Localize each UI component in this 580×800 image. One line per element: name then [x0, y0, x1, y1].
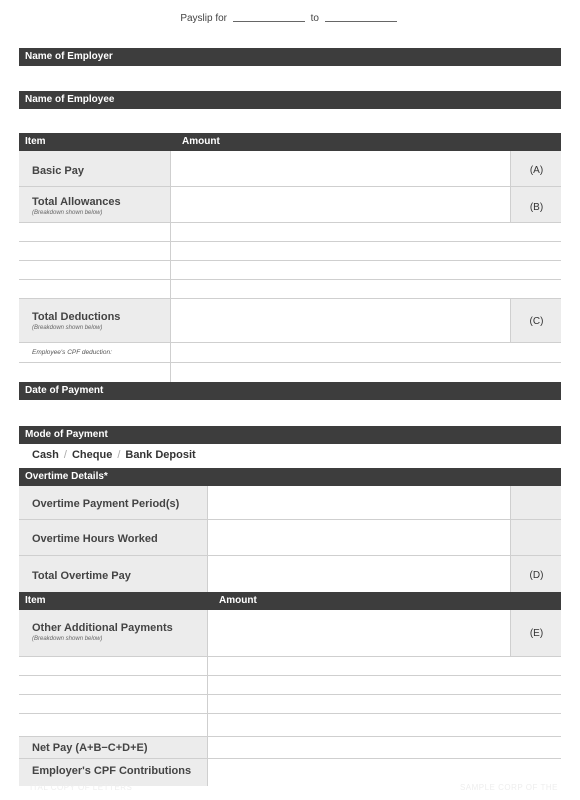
date-of-payment-field[interactable]: [19, 400, 561, 426]
deductions-row: [19, 299, 561, 343]
date-of-payment-header: Date of Payment: [19, 382, 561, 400]
additional-payments-table: [19, 610, 561, 786]
allowances-label: Total Allowances: [32, 196, 121, 208]
basic-pay-row: [19, 151, 561, 187]
allowances-sub: (Breakdown shown below): [32, 210, 103, 216]
employee-field[interactable]: [19, 109, 561, 133]
allowance-breakdown-row[interactable]: [19, 261, 561, 280]
amount-column-header: Amount: [182, 136, 220, 147]
code-d: (D): [529, 570, 544, 581]
overtime-total-row: [19, 556, 561, 592]
employer-cpf-field[interactable]: [208, 759, 561, 786]
other-breakdown-row[interactable]: [19, 657, 561, 676]
item-column-header: Item: [25, 136, 46, 147]
payment-mode-options: Cash / Cheque / Bank Deposit: [32, 449, 196, 461]
allowances-row: [19, 187, 561, 223]
employee-header: Name of Employee: [19, 91, 561, 109]
mode-of-payment-header: Mode of Payment: [19, 426, 561, 444]
net-pay-field[interactable]: [208, 737, 561, 758]
mode-cheque[interactable]: Cheque: [71, 449, 113, 461]
allowances-amount[interactable]: [171, 187, 510, 222]
other-breakdown-row[interactable]: [19, 695, 561, 714]
net-pay-label: Net Pay (A+B−C+D+E): [32, 742, 148, 754]
other-payments-sub: (Breakdown shown below): [32, 636, 103, 642]
payslip-title: Payslip for to: [0, 13, 580, 24]
watermark-left: ITAL COPY OF LETTERS: [30, 783, 133, 792]
amount-column-header-2: Amount: [219, 595, 257, 606]
watermark-right: SAMPLE CORP OF THE: [459, 783, 558, 792]
net-pay-row: [19, 737, 561, 759]
allowance-breakdown-row[interactable]: [19, 280, 561, 299]
overtime-period-field[interactable]: [208, 486, 510, 519]
mode-cash[interactable]: Cash: [32, 449, 59, 461]
code-b: (B): [529, 202, 544, 213]
employer-header: Name of Employer: [19, 48, 561, 66]
cpf-deduction-row[interactable]: [19, 343, 561, 363]
allowance-breakdown-row[interactable]: [19, 223, 561, 242]
overtime-hours-row: [19, 520, 561, 556]
item-amount-header-2: [19, 592, 561, 610]
overtime-period-label: Overtime Payment Period(s): [32, 498, 180, 510]
overtime-hours-label: Overtime Hours Worked: [32, 533, 158, 545]
overtime-total-label: Total Overtime Pay: [32, 570, 131, 582]
deductions-label: Total Deductions: [32, 311, 121, 323]
other-breakdown-row[interactable]: [19, 714, 561, 737]
allowance-breakdown-row[interactable]: [19, 242, 561, 261]
other-payments-row: [19, 610, 561, 657]
period-end-blank[interactable]: [325, 13, 397, 22]
deductions-amount[interactable]: [171, 299, 510, 342]
deduction-breakdown-row[interactable]: [19, 363, 561, 382]
employer-cpf-row: [19, 759, 561, 786]
code-e: (E): [529, 628, 544, 639]
item-column-header-2: Item: [25, 595, 46, 606]
basic-pay-label: Basic Pay: [32, 165, 84, 177]
deductions-sub: (Breakdown shown below): [32, 325, 103, 331]
basic-pay-amount[interactable]: [171, 151, 510, 186]
overtime-hours-field[interactable]: [208, 520, 510, 555]
employer-field[interactable]: [19, 66, 561, 90]
overtime-total-field[interactable]: [208, 556, 510, 592]
other-breakdown-row[interactable]: [19, 676, 561, 695]
code-c: (C): [529, 316, 544, 327]
earnings-table: [19, 151, 561, 382]
overtime-table: [19, 486, 561, 592]
cpf-deduction-label: Employee's CPF deduction:: [32, 349, 112, 356]
item-amount-header: [19, 133, 561, 151]
employer-cpf-label: Employer's CPF Contributions: [32, 765, 192, 777]
overtime-period-row: [19, 486, 561, 520]
code-a: (A): [529, 165, 544, 176]
period-start-blank[interactable]: [233, 13, 305, 22]
overtime-header: Overtime Details*: [19, 468, 561, 486]
other-payments-label: Other Additional Payments: [32, 622, 173, 634]
other-payments-amount[interactable]: [208, 610, 510, 656]
mode-bank-deposit[interactable]: Bank Deposit: [125, 449, 196, 461]
